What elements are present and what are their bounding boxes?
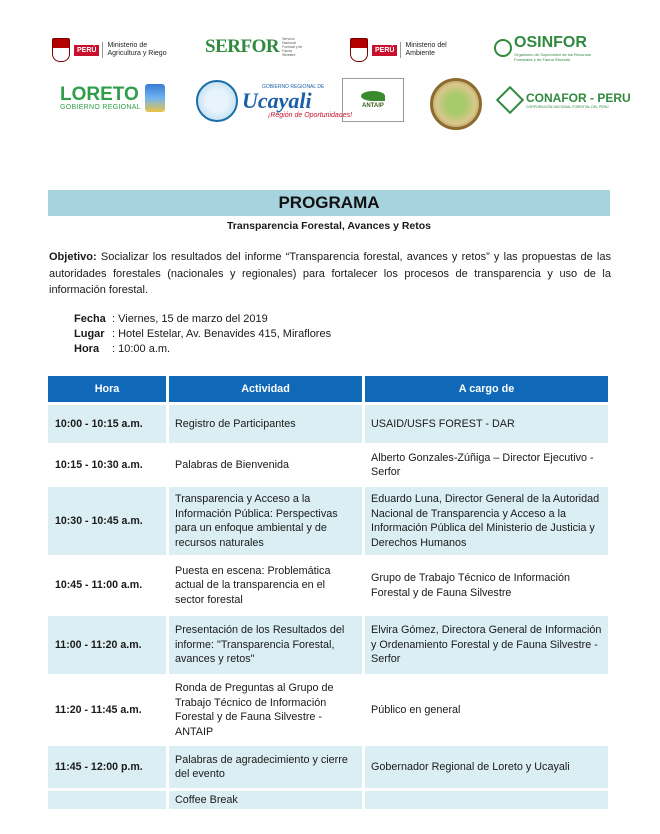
conafor-sub: CORPORACIÓN NACIONAL FORESTAL DEL PERÚ — [526, 105, 609, 109]
header-hora: Hora — [48, 376, 166, 402]
leaf-icon — [361, 91, 385, 101]
fecha-line — [74, 313, 268, 325]
row-hora — [48, 791, 166, 809]
row-actividad: Ronda de Preguntas al Grupo de Trabajo Técnico de Información Forestal y de Fauna Silvestre - ANTAIP — [169, 677, 362, 743]
table-row — [48, 616, 608, 674]
row-hora: 11:45 - 12:00 p.m. — [48, 746, 166, 788]
program-subtitle: Transparencia Forestal, Avances y Retos — [226, 220, 432, 232]
osinfor-name: OSINFOR — [514, 34, 587, 51]
loreto-name: LORETO — [60, 83, 139, 105]
header-cargo: A cargo de — [365, 376, 608, 402]
row-hora: 10:45 - 11:00 a.m. — [48, 558, 166, 613]
row-cargo: Público en general — [365, 677, 608, 743]
osinfor-mark-icon — [494, 39, 512, 57]
table-row — [48, 677, 608, 743]
table-row — [48, 746, 608, 788]
row-actividad: Registro de Participantes — [169, 405, 362, 443]
minagri-logo — [52, 38, 169, 62]
row-actividad: Presentación de los Resultados del informe: "Transparencia Forestal, avances y retos" — [169, 616, 362, 674]
fecha-value: : Viernes, 15 de marzo del 2019 — [112, 313, 268, 325]
conafor-logo — [500, 90, 631, 110]
round-seal-icon — [430, 78, 482, 130]
row-hora: 11:20 - 11:45 a.m. — [48, 677, 166, 743]
ucayali-sub: ¡Región de Oportunidades! — [268, 111, 353, 119]
table-row — [48, 791, 608, 809]
ucayali-name: Ucayali — [242, 87, 312, 113]
row-cargo: Alberto Gonzales-Zúñiga – Director Ejecutivo - Serfor — [365, 446, 608, 484]
minam-text: Ministerio del Ambiente — [400, 42, 457, 58]
objective-paragraph — [49, 249, 611, 299]
row-hora: 10:00 - 10:15 a.m. — [48, 405, 166, 443]
header-actividad: Actividad — [169, 376, 362, 402]
objective-text: Socializar los resultados del informe “Transparencia forestal, avances y retos” y las propuestas de las autoridades forestales (nacionales y regionales) para fortalecer los procesos de transparencia y uso de la información forestal. — [49, 251, 611, 296]
row-cargo: Eduardo Luna, Director General de la Autoridad Nacional de Transparencia y Acceso a la Información Pública del Ministerio de Justicia y Derechos Humanos — [365, 487, 608, 555]
osinfor-logo — [494, 34, 606, 62]
osinfor-sub: Organismo de Supervisión de los Recursos Forestales y de Fauna Silvestre — [514, 52, 591, 62]
table-row — [48, 405, 608, 443]
row-cargo — [365, 791, 608, 809]
row-actividad: Palabras de Bienvenida — [169, 446, 362, 484]
table-row — [48, 558, 608, 613]
row-hora: 10:30 - 10:45 a.m. — [48, 487, 166, 555]
row-actividad: Palabras de agradecimiento y cierre del evento — [169, 746, 362, 788]
program-table — [45, 373, 611, 812]
row-actividad: Puesta en escena: Problemática actual de la transparencia en el sector forestal — [169, 558, 362, 613]
antaip-name: ANTAIP — [362, 103, 384, 109]
objective-label: Objetivo: — [49, 251, 97, 263]
minagri-text: Ministerio de Agricultura y Riego — [102, 42, 169, 58]
hora-value: : 10:00 a.m. — [112, 343, 171, 355]
row-cargo: Grupo de Trabajo Técnico de Información Forestal y de Fauna Silvestre — [365, 558, 608, 613]
lugar-label: Lugar — [74, 328, 105, 340]
loreto-sub: GOBIERNO REGIONAL — [60, 103, 141, 111]
peru-label: PERÚ — [74, 45, 99, 56]
loreto-logo — [60, 84, 165, 112]
peru-shield-icon — [350, 38, 368, 62]
lugar-line — [74, 328, 331, 340]
minam-logo — [350, 38, 457, 62]
ucayali-seal-icon — [196, 80, 238, 122]
table-row — [48, 487, 608, 555]
ucayali-logo — [196, 80, 352, 122]
peru-label: PERÚ — [372, 45, 397, 56]
serfor-name: SERFOR — [205, 36, 280, 57]
program-title: PROGRAMA — [278, 193, 380, 212]
conafor-mark-icon — [496, 86, 524, 114]
peru-shield-icon — [52, 38, 70, 62]
hora-label: Hora — [74, 343, 100, 355]
lugar-value: : Hotel Estelar, Av. Benavides 415, Miraflores — [112, 328, 332, 340]
row-cargo: USAID/USFS FOREST - DAR — [365, 405, 608, 443]
hora-line — [74, 343, 170, 355]
program-title-bar — [48, 190, 610, 216]
conafor-name: CONAFOR - PERU — [526, 91, 631, 105]
row-actividad: Transparencia y Acceso a la Información Pública: Perspectivas para un enfoque ambiental y de recursos naturales — [169, 487, 362, 555]
antaip-logo — [342, 78, 404, 122]
row-cargo: Elvira Gómez, Directora General de Información y Ordenamiento Forestal y de Fauna Silvestre - Serfor — [365, 616, 608, 674]
row-hora: 10:15 - 10:30 a.m. — [48, 446, 166, 484]
table-header-row — [48, 376, 608, 402]
loreto-emblem-icon — [145, 84, 165, 112]
fecha-label: Fecha — [74, 313, 106, 325]
row-hora: 11:00 - 11:20 a.m. — [48, 616, 166, 674]
logo-header — [0, 0, 660, 140]
row-actividad: Coffee Break — [169, 791, 362, 809]
serfor-sub: Servicio Nacional Forestal y de Fauna Silvestre — [282, 37, 303, 57]
serfor-logo — [205, 36, 304, 58]
ucayali-top: GOBIERNO REGIONAL DE — [262, 83, 325, 90]
row-cargo: Gobernador Regional de Loreto y Ucayali — [365, 746, 608, 788]
seal-logo — [430, 78, 482, 130]
table-row — [48, 446, 608, 484]
